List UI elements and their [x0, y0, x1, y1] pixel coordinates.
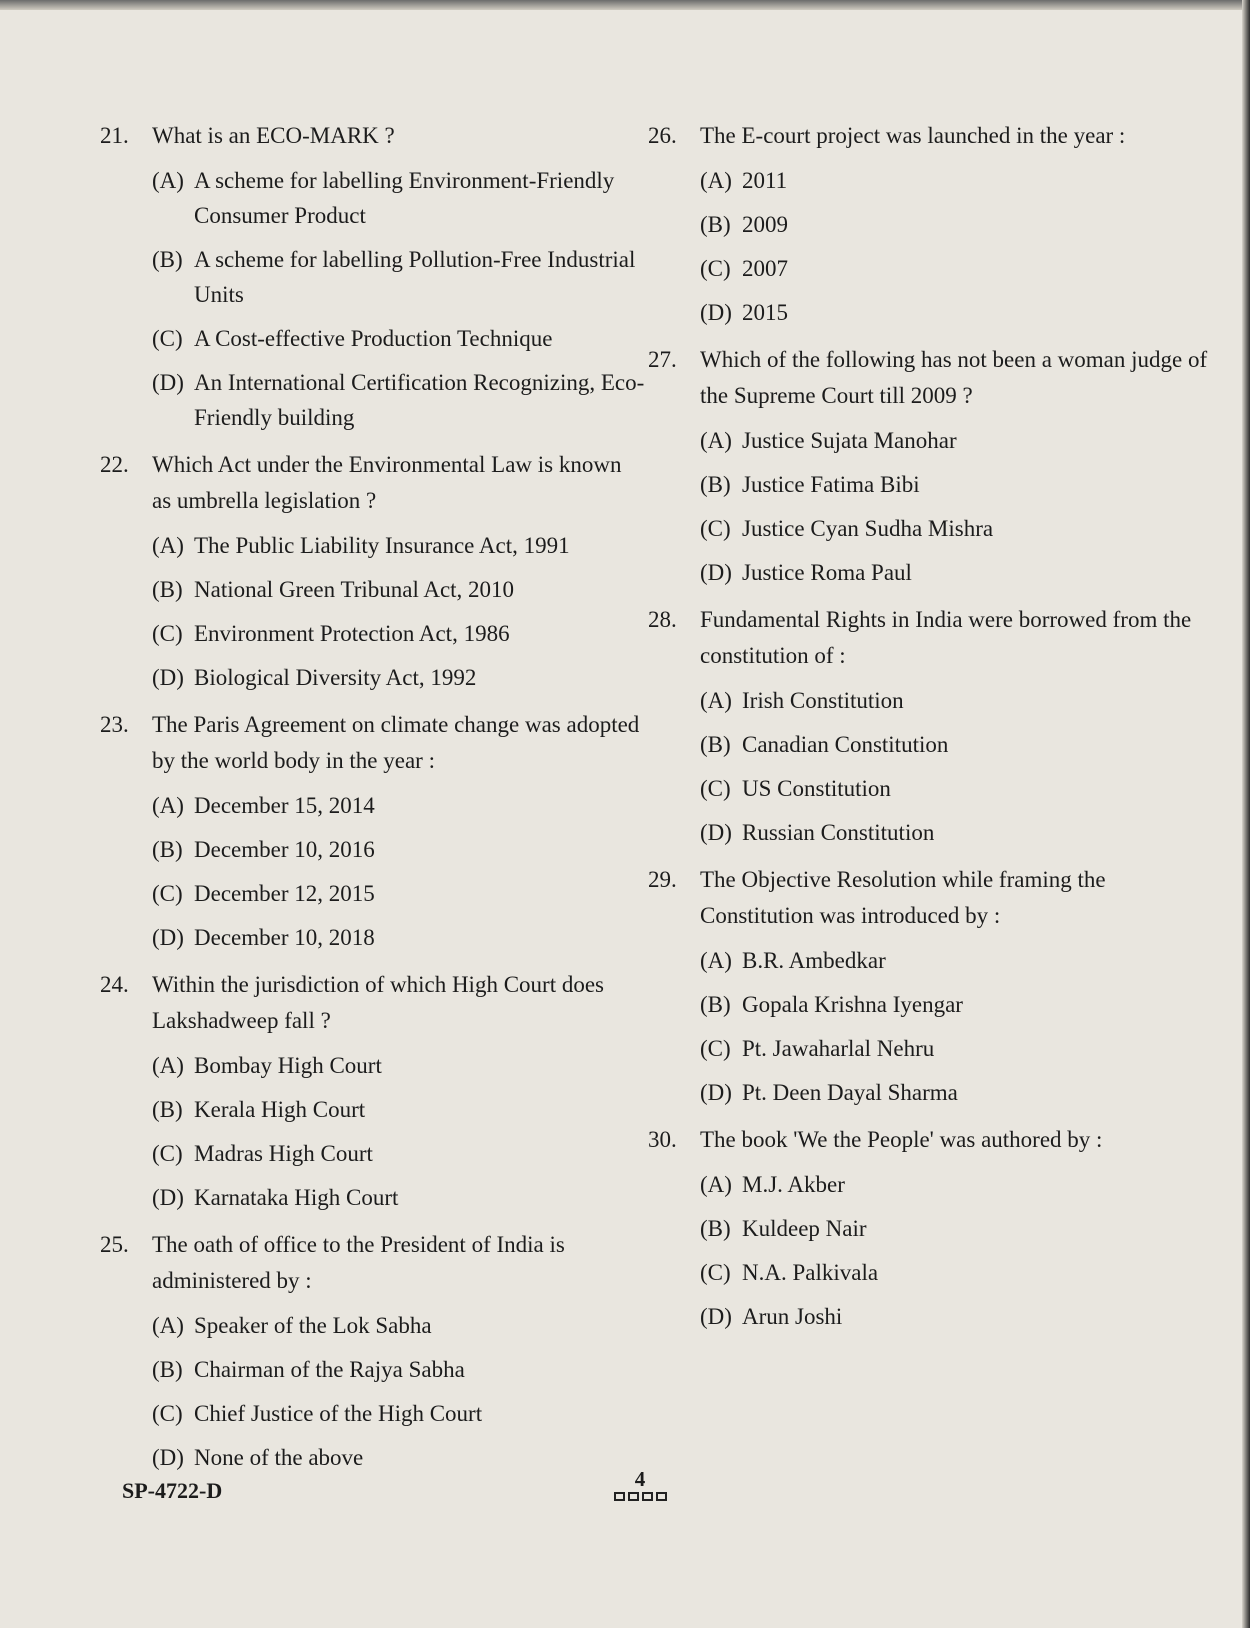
answer-option: [152, 1092, 645, 1127]
answer-option: [700, 555, 1208, 590]
marker-box: [614, 1492, 625, 1501]
option-text: Karnataka High Court: [194, 1185, 399, 1210]
question-number: 26.: [648, 123, 677, 148]
page-number: 4: [634, 1467, 646, 1491]
answer-option: [700, 207, 1208, 242]
option-list: [700, 943, 1208, 1110]
question: [100, 707, 645, 955]
question-number: 22.: [100, 452, 129, 477]
option-text: Bombay High Court: [194, 1053, 382, 1078]
option-letter: (A): [152, 793, 184, 818]
option-letter: (D): [700, 820, 732, 845]
question-number: 27.: [648, 347, 677, 372]
option-letter: (C): [700, 516, 731, 541]
option-list: [700, 1167, 1208, 1334]
question: [100, 1227, 645, 1475]
answer-option: [700, 423, 1208, 458]
question: [648, 1122, 1208, 1334]
option-letter: (D): [700, 560, 732, 585]
question-text: The book 'We the People' was authored by :: [700, 1127, 1103, 1152]
answer-option: [152, 1136, 645, 1171]
option-text: A scheme for labelling Pollution-Free Industrial Units: [194, 247, 636, 307]
answer-option: [700, 511, 1208, 546]
answer-option: [152, 528, 645, 563]
option-text: Kuldeep Nair: [742, 1216, 867, 1241]
option-text: Pt. Jawaharlal Nehru: [742, 1036, 935, 1061]
answer-option: [152, 1180, 645, 1215]
question-text: What is an ECO-MARK ?: [152, 123, 395, 148]
option-text: N.A. Palkivala: [742, 1260, 879, 1285]
option-letter: (B): [152, 247, 183, 272]
option-letter: (B): [152, 1097, 183, 1122]
marker-box: [628, 1492, 639, 1501]
answer-option: [152, 1352, 645, 1387]
option-letter: (C): [700, 1260, 731, 1285]
answer-option: [700, 771, 1208, 806]
answer-option: [700, 1075, 1208, 1110]
question: [648, 118, 1208, 330]
answer-option: [152, 1440, 645, 1475]
option-letter: (B): [152, 577, 183, 602]
scan-right-edge: [1242, 0, 1250, 1628]
question-number: 28.: [648, 607, 677, 632]
answer-option: [700, 251, 1208, 286]
option-letter: (A): [700, 948, 732, 973]
option-text: December 10, 2016: [194, 837, 375, 862]
answer-option: [700, 683, 1208, 718]
question-text: Fundamental Rights in India were borrowed from the constitution of :: [700, 607, 1192, 668]
option-letter: (D): [152, 1185, 184, 1210]
answer-option: [700, 943, 1208, 978]
option-text: Justice Roma Paul: [742, 560, 912, 585]
option-letter: (D): [700, 300, 732, 325]
question-number: 25.: [100, 1232, 129, 1257]
option-letter: (D): [152, 370, 184, 395]
option-letter: (C): [700, 776, 731, 801]
marker-box: [656, 1492, 667, 1501]
option-letter: (C): [152, 881, 183, 906]
option-letter: (A): [700, 1172, 732, 1197]
answer-option: [700, 1299, 1208, 1334]
option-text: 2009: [742, 212, 788, 237]
option-letter: (C): [152, 326, 183, 351]
question-text: The oath of office to the President of India is administered by :: [152, 1232, 565, 1293]
option-letter: (A): [152, 1313, 184, 1338]
option-text: B.R. Ambedkar: [742, 948, 886, 973]
option-text: Biological Diversity Act, 1992: [194, 665, 477, 690]
option-letter: (A): [152, 168, 184, 193]
answer-option: [700, 987, 1208, 1022]
option-letter: (B): [152, 1357, 183, 1382]
answer-option: [152, 832, 645, 867]
option-list: [152, 788, 645, 955]
option-text: Kerala High Court: [194, 1097, 366, 1122]
option-text: Pt. Deen Dayal Sharma: [742, 1080, 958, 1105]
option-text: Justice Sujata Manohar: [742, 428, 957, 453]
option-text: A Cost-effective Production Technique: [194, 326, 553, 351]
option-letter: (D): [700, 1304, 732, 1329]
option-letter: (A): [700, 688, 732, 713]
marker-box: [642, 1492, 653, 1501]
option-letter: (B): [700, 992, 731, 1017]
option-text: Justice Cyan Sudha Mishra: [742, 516, 994, 541]
answer-option: [152, 242, 645, 312]
option-text: Madras High Court: [194, 1141, 373, 1166]
question: [100, 118, 645, 435]
option-text: A scheme for labelling Environment-Friendly Consumer Product: [194, 168, 615, 228]
answer-option: [700, 163, 1208, 198]
option-text: Chief Justice of the High Court: [194, 1401, 483, 1426]
option-text: Irish Constitution: [742, 688, 904, 713]
option-letter: (A): [152, 1053, 184, 1078]
option-letter: (B): [700, 1216, 731, 1241]
answer-option: [700, 1167, 1208, 1202]
option-text: The Public Liability Insurance Act, 1991: [194, 533, 570, 558]
option-letter: (D): [700, 1080, 732, 1105]
question: [648, 342, 1208, 590]
option-list: [152, 1308, 645, 1475]
question-number: 24.: [100, 972, 129, 997]
option-list: [700, 163, 1208, 330]
option-text: National Green Tribunal Act, 2010: [194, 577, 515, 602]
option-letter: (C): [700, 1036, 731, 1061]
answer-option: [152, 572, 645, 607]
option-letter: (B): [152, 837, 183, 862]
answer-option: [152, 660, 645, 695]
question: [100, 967, 645, 1215]
option-text: Arun Joshi: [742, 1304, 843, 1329]
option-letter: (C): [152, 1401, 183, 1426]
question-number: 30.: [648, 1127, 677, 1152]
answer-option: [152, 365, 645, 435]
option-text: M.J. Akber: [742, 1172, 845, 1197]
page-marker-boxes: [600, 1492, 680, 1501]
option-list: [152, 163, 645, 435]
option-letter: (B): [700, 472, 731, 497]
option-letter: (D): [152, 665, 184, 690]
answer-option: [700, 815, 1208, 850]
option-text: US Constitution: [742, 776, 891, 801]
option-letter: (A): [700, 168, 732, 193]
answer-option: [700, 1255, 1208, 1290]
question: [100, 447, 645, 695]
question-text: The E-court project was launched in the year :: [700, 123, 1126, 148]
option-letter: (D): [152, 1445, 184, 1470]
question: [648, 602, 1208, 850]
option-text: 2007: [742, 256, 788, 281]
question-text: The Objective Resolution while framing the Constitution was introduced by :: [700, 867, 1106, 928]
option-letter: (D): [152, 925, 184, 950]
answer-option: [152, 788, 645, 823]
answer-option: [700, 727, 1208, 762]
option-list: [152, 528, 645, 695]
question: [648, 862, 1208, 1110]
answer-option: [700, 467, 1208, 502]
option-text: Gopala Krishna Iyengar: [742, 992, 963, 1017]
question-text: Which Act under the Environmental Law is known as umbrella legislation ?: [152, 452, 622, 513]
option-text: Chairman of the Rajya Sabha: [194, 1357, 465, 1382]
option-text: December 15, 2014: [194, 793, 375, 818]
option-text: 2011: [742, 168, 788, 193]
answer-option: [152, 163, 645, 233]
question-number: 23.: [100, 712, 129, 737]
question-text: Within the jurisdiction of which High Court does Lakshadweep fall ?: [152, 972, 604, 1033]
option-list: [152, 1048, 645, 1215]
question-number: 29.: [648, 867, 677, 892]
option-list: [700, 423, 1208, 590]
option-text: None of the above: [194, 1445, 364, 1470]
option-text: December 10, 2018: [194, 925, 375, 950]
option-letter: (C): [152, 1141, 183, 1166]
answer-option: [700, 1211, 1208, 1246]
scan-top-edge: [0, 0, 1250, 10]
paper-code: SP-4722-D: [122, 1478, 223, 1503]
answer-option: [152, 1048, 645, 1083]
page-footer: [600, 1468, 680, 1501]
answer-option: [700, 1031, 1208, 1066]
option-letter: (B): [700, 732, 731, 757]
option-text: Speaker of the Lok Sabha: [194, 1313, 432, 1338]
answer-option: [152, 321, 645, 356]
option-letter: (B): [700, 212, 731, 237]
option-text: Environment Protection Act, 1986: [194, 621, 510, 646]
option-letter: (C): [700, 256, 731, 281]
option-text: Justice Fatima Bibi: [742, 472, 920, 497]
answer-option: [700, 295, 1208, 330]
right-column: [648, 118, 1208, 1346]
option-text: An International Certification Recognizing, Eco-Friendly building: [194, 370, 645, 430]
option-letter: (A): [152, 533, 184, 558]
option-list: [700, 683, 1208, 850]
answer-option: [152, 616, 645, 651]
answer-option: [152, 1308, 645, 1343]
option-letter: (A): [700, 428, 732, 453]
option-letter: (C): [152, 621, 183, 646]
question-text: Which of the following has not been a woman judge of the Supreme Court till 2009 ?: [700, 347, 1208, 408]
answer-option: [152, 920, 645, 955]
option-text: December 12, 2015: [194, 881, 375, 906]
answer-option: [152, 1396, 645, 1431]
question-number: 21.: [100, 123, 129, 148]
option-text: Canadian Constitution: [742, 732, 949, 757]
left-column: [100, 118, 645, 1487]
option-text: Russian Constitution: [742, 820, 935, 845]
question-text: The Paris Agreement on climate change was adopted by the world body in the year :: [152, 712, 640, 773]
answer-option: [152, 876, 645, 911]
option-text: 2015: [742, 300, 788, 325]
